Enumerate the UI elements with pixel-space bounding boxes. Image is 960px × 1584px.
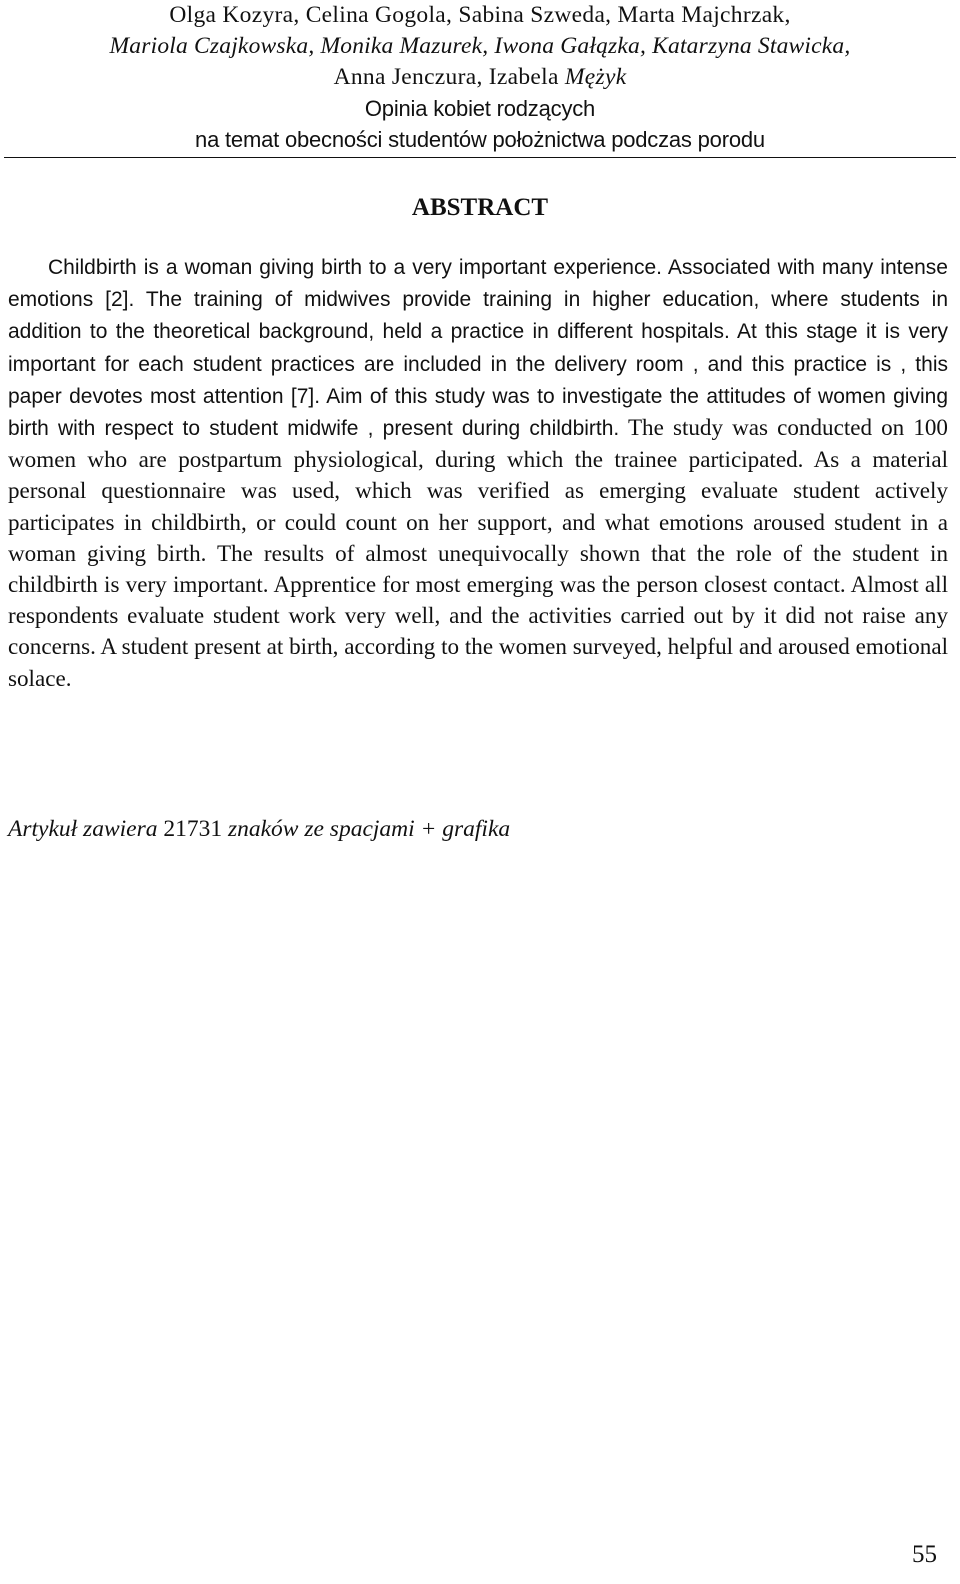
character-count-note bbox=[8, 814, 510, 844]
authors-line-3-last-author: Mężyk bbox=[564, 64, 627, 90]
article-title-line-2: na temat obecności studentów położnictwa podczas porodu bbox=[195, 127, 765, 152]
authors-line-2: Mariola Czajkowska, Monika Mazurek, Iwona Gałązka, Katarzyna Stawicka, bbox=[109, 33, 851, 59]
abstract-paragraph bbox=[8, 251, 948, 694]
authors-line-3 bbox=[6, 62, 954, 93]
character-count-prefix: Artykuł zawiera bbox=[8, 816, 158, 842]
authors-line-3-prefix: Anna Jenczura, Izabela bbox=[333, 64, 565, 90]
abstract-body bbox=[8, 251, 948, 694]
article-title-line-1: Opinia kobiet rodzących bbox=[364, 96, 596, 121]
page-number: 55 bbox=[912, 1541, 937, 1568]
authors-line-1: Olga Kozyra, Celina Gogola, Sabina Szweda, Marta Majchrzak, bbox=[169, 2, 791, 28]
abstract-text-serif: The study was conducted on 100 women who are postpartum physiological, during which the trainee participated. As a material personal questionnaire was used, which was verified as emerging evaluate student actively participates in childbirth, or could count on her support, and what emotions aroused student in a woman giving birth. The results of almost unequivocally shown that the role of the student in childbirth is very important. Apprentice for most emerging was the person closest contact. Almost all respondents evaluate student work very well, and the activities carried out by it did not raise any concerns. A student present at birth, according to the women surveyed, helpful and aroused emotional solace. bbox=[8, 414, 948, 691]
abstract-text-sans: Childbirth is a woman giving birth to a very important experience. Associated with many intense emotions [2]. The training of midwives provide training in higher education, where students in addition to the theoretical background, held a practice in different hospitals. At this stage it is very important for each student practices are included in the delivery room , and this practice is , this paper devotes most attention [7]. Aim of this study was to investigate the attitudes of women giving birth with respect to student midwife , present during childbirth. bbox=[8, 256, 948, 441]
header-divider bbox=[4, 157, 956, 158]
abstract-heading: ABSTRACT bbox=[411, 194, 549, 221]
article-header bbox=[6, 0, 954, 155]
character-count-value: 21731 bbox=[157, 816, 228, 842]
character-count-suffix: znaków ze spacjami + grafika bbox=[227, 816, 511, 842]
